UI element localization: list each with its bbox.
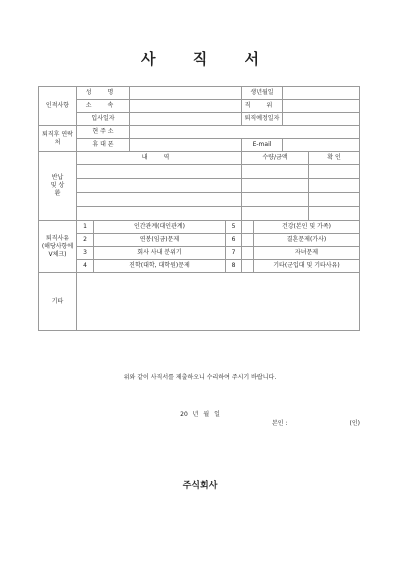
reason-number: 1 (77, 221, 94, 234)
reasons-section-label: 퇴직사유 (해당사항에 V체크) (39, 221, 77, 273)
dob-field[interactable] (283, 87, 360, 100)
email-field[interactable] (283, 139, 360, 152)
date-line: 20 년 월 일 (180, 411, 220, 418)
returns-amount-cell[interactable] (242, 207, 309, 221)
page-title: 사 직 서 (141, 50, 275, 68)
company-name: 주식회사 (182, 481, 218, 491)
returns-detail-cell[interactable] (77, 179, 242, 193)
other-section-label: 기타 (39, 273, 77, 331)
returns-detail-cell[interactable] (77, 207, 242, 221)
reason-checkbox[interactable] (242, 247, 254, 260)
reason-label: 결혼문제(가사) (254, 234, 360, 247)
phone-label: 휴 대 폰 (77, 139, 130, 152)
returns-detail-header: 내 역 (77, 152, 242, 165)
returns-detail-cell[interactable] (77, 193, 242, 207)
name-field[interactable] (130, 87, 242, 100)
dob-label: 생년월일 (242, 87, 283, 100)
returns-section-label: 반납 및 상환 (39, 152, 77, 221)
dept-label: 소 속 (77, 100, 130, 113)
position-field[interactable] (283, 100, 360, 113)
reason-label: 건강(본인 및 가족) (254, 221, 360, 234)
signature-label: 본인 : (271, 420, 288, 427)
returns-confirm-cell[interactable] (309, 165, 360, 179)
signature-line (0, 418, 360, 427)
returns-confirm-header: 확 인 (309, 152, 360, 165)
reason-checkbox[interactable] (242, 234, 254, 247)
reason-label: 인간관계(대인관계) (94, 221, 226, 234)
returns-amount-header: 수량/금액 (242, 152, 309, 165)
planned-leave-label: 퇴직예정일자 (242, 113, 283, 126)
reason-number: 4 (77, 260, 94, 273)
declaration-text: 위와 같이 사직서를 제출하오니 수리하여 주시기 바랍니다. (123, 374, 277, 381)
name-label: 성 명 (77, 87, 130, 100)
reason-number: 7 (226, 247, 242, 260)
returns-confirm-cell[interactable] (309, 207, 360, 221)
reason-number: 3 (77, 247, 94, 260)
email-label: E-mail (242, 139, 283, 152)
returns-detail-cell[interactable] (77, 165, 242, 179)
reason-number: 5 (226, 221, 242, 234)
personal-section-label: 인적사항 (39, 87, 77, 126)
reason-label: 기타(군입대 및 기타사유) (254, 260, 360, 273)
dept-field[interactable] (130, 100, 242, 113)
join-date-field[interactable] (130, 113, 242, 126)
join-date-label: 입사일자 (77, 113, 130, 126)
phone-field[interactable] (130, 139, 242, 152)
position-label: 직 위 (242, 100, 283, 113)
planned-leave-field[interactable] (283, 113, 360, 126)
reason-checkbox[interactable] (242, 260, 254, 273)
reason-checkbox[interactable] (242, 221, 254, 234)
returns-confirm-cell[interactable] (309, 193, 360, 207)
resignation-form-table (38, 86, 360, 331)
reason-label: 연봉(임금)문제 (94, 234, 226, 247)
returns-amount-cell[interactable] (242, 165, 309, 179)
reason-number: 6 (226, 234, 242, 247)
seal-mark: (인) (349, 420, 360, 427)
reason-label: 회사 사내 분위기 (94, 247, 226, 260)
returns-confirm-cell[interactable] (309, 179, 360, 193)
other-field[interactable] (77, 273, 360, 331)
address-field[interactable] (130, 126, 360, 139)
reason-number: 2 (77, 234, 94, 247)
reason-number: 8 (226, 260, 242, 273)
address-label: 현 주 소 (77, 126, 130, 139)
returns-amount-cell[interactable] (242, 193, 309, 207)
contact-section-label: 퇴직후 연락처 (39, 126, 77, 152)
returns-amount-cell[interactable] (242, 179, 309, 193)
reason-label: 진학(대학, 대학원)문제 (94, 260, 226, 273)
reason-label: 자녀문제 (254, 247, 360, 260)
